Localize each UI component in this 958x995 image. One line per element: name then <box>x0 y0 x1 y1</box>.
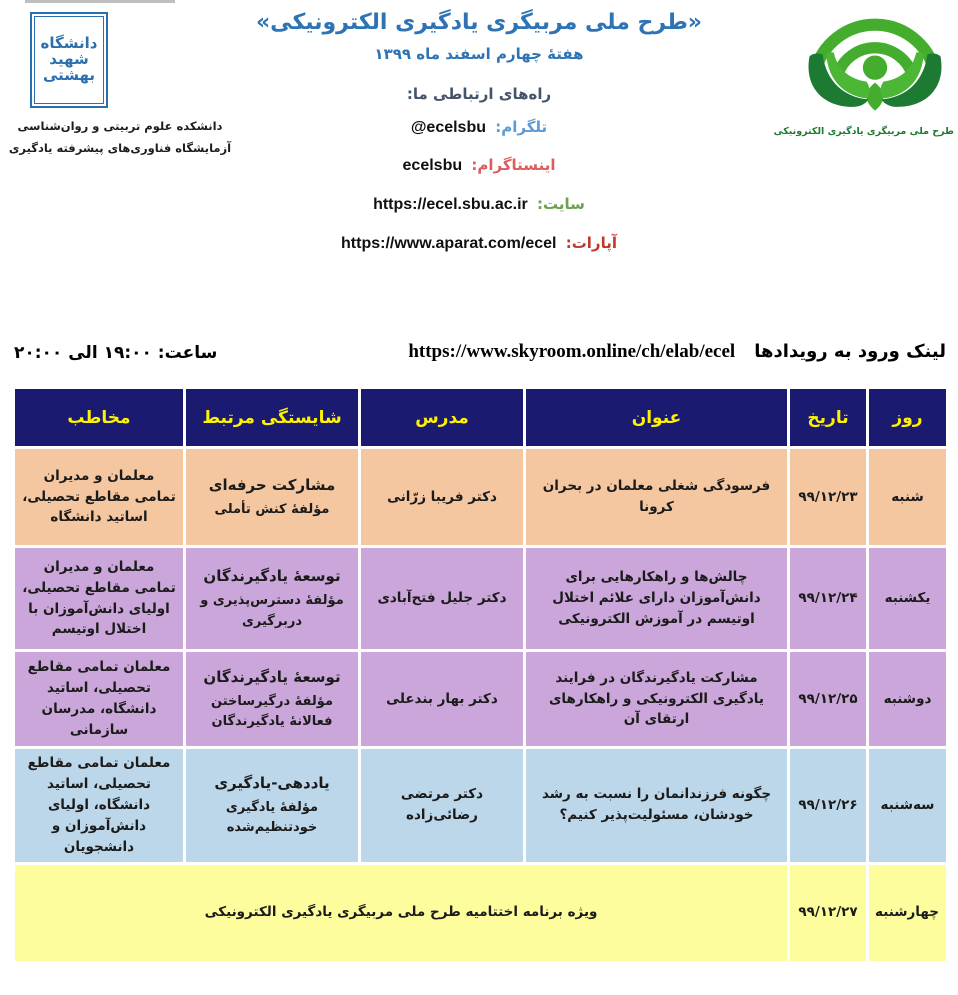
competency-cell <box>185 651 360 748</box>
logo-line: شهید <box>49 50 89 69</box>
page-title: «طرح ملی مربیگری یادگیری الکترونیکی» <box>255 10 703 35</box>
date-cell: ۹۹/۱۲/۲۳ <box>789 448 868 547</box>
closing-event-cell: ویژه برنامه اختتامیه طرح ملی مربیگری یادگیری الکترونیکی <box>14 863 789 962</box>
day-cell: دوشنبه <box>868 651 948 748</box>
competency-cell <box>185 448 360 547</box>
website-url: https://ecel.sbu.ac.ir <box>373 195 528 213</box>
project-logo-caption: طرح ملی مربیگری یادگیری الکترونیکی <box>773 126 954 137</box>
date-cell: ۹۹/۱۲/۲۴ <box>789 547 868 651</box>
instructor-cell: دکتر جلیل فتح‌آبادی <box>360 547 525 651</box>
title-cell: فرسودگی شغلی معلمان در بحران کرونا <box>525 448 789 547</box>
schedule-table <box>12 386 949 964</box>
table-header-row <box>14 388 948 448</box>
audience-cell: معلمان تمامی مقاطع تحصیلی، اساتید دانشگاه، اولیای دانش‌آموزان و دانشجویان <box>14 748 185 864</box>
audience-cell: معلمان و مدیران تمامی مقاطع تحصیلی، اساتید دانشگاه <box>14 448 185 547</box>
header-instructor: مدرس <box>360 388 525 448</box>
contact-heading: راه‌های ارتباطی ما: <box>406 84 552 103</box>
page-subtitle: هفتهٔ چهارم اسفند ماه ۱۳۹۹ <box>374 44 584 63</box>
header-competency: شایستگی مرتبط <box>185 388 360 448</box>
day-cell: یکشنبه <box>868 547 948 651</box>
day-cell: شنبه <box>868 448 948 547</box>
events-link-row <box>12 341 946 373</box>
audience-cell: معلمان و مدیران تمامی مقاطع تحصیلی، اولیای دانش‌آموزان با اختلال اوتیسم <box>14 547 185 651</box>
logo-line: بهشتی <box>42 65 96 84</box>
table-row <box>14 547 948 651</box>
scan-artifact <box>25 0 175 3</box>
elearning-coaching-logo-icon <box>800 4 950 120</box>
competency-main: توسعهٔ یادگیرندگان <box>203 567 341 586</box>
university-caption <box>5 116 235 160</box>
session-time: ساعت: ۱۹:۰۰ الی ۲۰:۰۰ <box>14 343 218 363</box>
title-cell: چگونه فرزندانمان را نسبت به رشد خودشان، مسئولیت‌پذیر کنیم؟ <box>525 748 789 864</box>
sbu-logo-calligraphy <box>34 16 104 104</box>
header-audience: مخاطب <box>14 388 185 448</box>
faculty-name: دانشکده علوم تربیتی و روان‌شناسی <box>17 119 223 133</box>
table-row <box>14 448 948 547</box>
telegram-handle: @ecelsbu <box>410 118 486 136</box>
header-date: تاریخ <box>789 388 868 448</box>
project-logo-block <box>773 4 954 137</box>
competency-main: یاددهی-یادگیری <box>214 774 330 793</box>
website-line <box>229 192 729 218</box>
telegram-label: تلگرام: <box>495 117 548 136</box>
audience-cell: معلمان تمامی مقاطع تحصیلی، اساتید دانشگاه، مدرسان سازمانی <box>14 651 185 748</box>
table-row <box>14 748 948 864</box>
title-cell: مشارکت یادگیرندگان در فرایند یادگیری الکترونیکی و راهکارهای ارتقای آن <box>525 651 789 748</box>
day-cell: چهارشنبه <box>868 863 948 962</box>
competency-sub: مؤلفهٔ کنش تأملی <box>214 502 330 518</box>
aparat-label: آپارات: <box>565 233 617 252</box>
table-row-closing <box>14 863 948 962</box>
header-title: عنوان <box>525 388 789 448</box>
header-day: روز <box>868 388 948 448</box>
date-cell: ۹۹/۱۲/۲۵ <box>789 651 868 748</box>
title-cell: چالش‌ها و راهکارهایی برای دانش‌آموزان دارای علائم اختلال اوتیسم در آموزش الکترونیکی <box>525 547 789 651</box>
telegram-line <box>229 115 729 141</box>
competency-main: توسعهٔ یادگیرندگان <box>203 667 341 686</box>
aparat-line <box>229 231 729 257</box>
skyroom-url: https://www.skyroom.online/ch/elab/ecel <box>408 341 736 362</box>
events-link <box>402 341 946 363</box>
competency-sub: مؤلفهٔ دسترس‌پذیری و دربرگیری <box>200 593 344 629</box>
instructor-cell: دکتر مرتضی رضائی‌زاده <box>360 748 525 864</box>
competency-sub: مؤلفهٔ درگیرساختن فعالانهٔ یادگیرندگان <box>211 693 333 730</box>
instagram-line <box>229 153 729 179</box>
competency-cell <box>185 748 360 864</box>
instructor-cell: دکتر بهار بندعلی <box>360 651 525 748</box>
day-cell: سه‌شنبه <box>868 748 948 864</box>
sbu-university-logo <box>30 12 108 108</box>
instagram-label: اینستاگرام: <box>471 156 556 175</box>
competency-sub: مؤلفهٔ یادگیری خودتنظیم‌شده <box>225 800 319 836</box>
instagram-handle: ecelsbu <box>402 157 463 175</box>
table-row <box>14 651 948 748</box>
competency-cell <box>185 547 360 651</box>
competency-main: مشارکت حرفه‌ای <box>208 475 336 494</box>
instructor-cell: دکتر فریبا زرّانی <box>360 448 525 547</box>
title-block <box>229 8 729 269</box>
date-cell: ۹۹/۱۲/۲۶ <box>789 748 868 864</box>
lab-name: آزمایشگاه فناوری‌های پیشرفته یادگیری <box>8 140 232 155</box>
aparat-url: https://www.aparat.com/ecel <box>341 234 557 252</box>
events-link-label: لینک ورود به رویدادها <box>754 341 946 362</box>
logo-line: دانشگاه <box>40 34 98 53</box>
website-label: سایت: <box>537 194 585 213</box>
date-cell: ۹۹/۱۲/۲۷ <box>789 863 868 962</box>
contact-block <box>229 85 729 256</box>
